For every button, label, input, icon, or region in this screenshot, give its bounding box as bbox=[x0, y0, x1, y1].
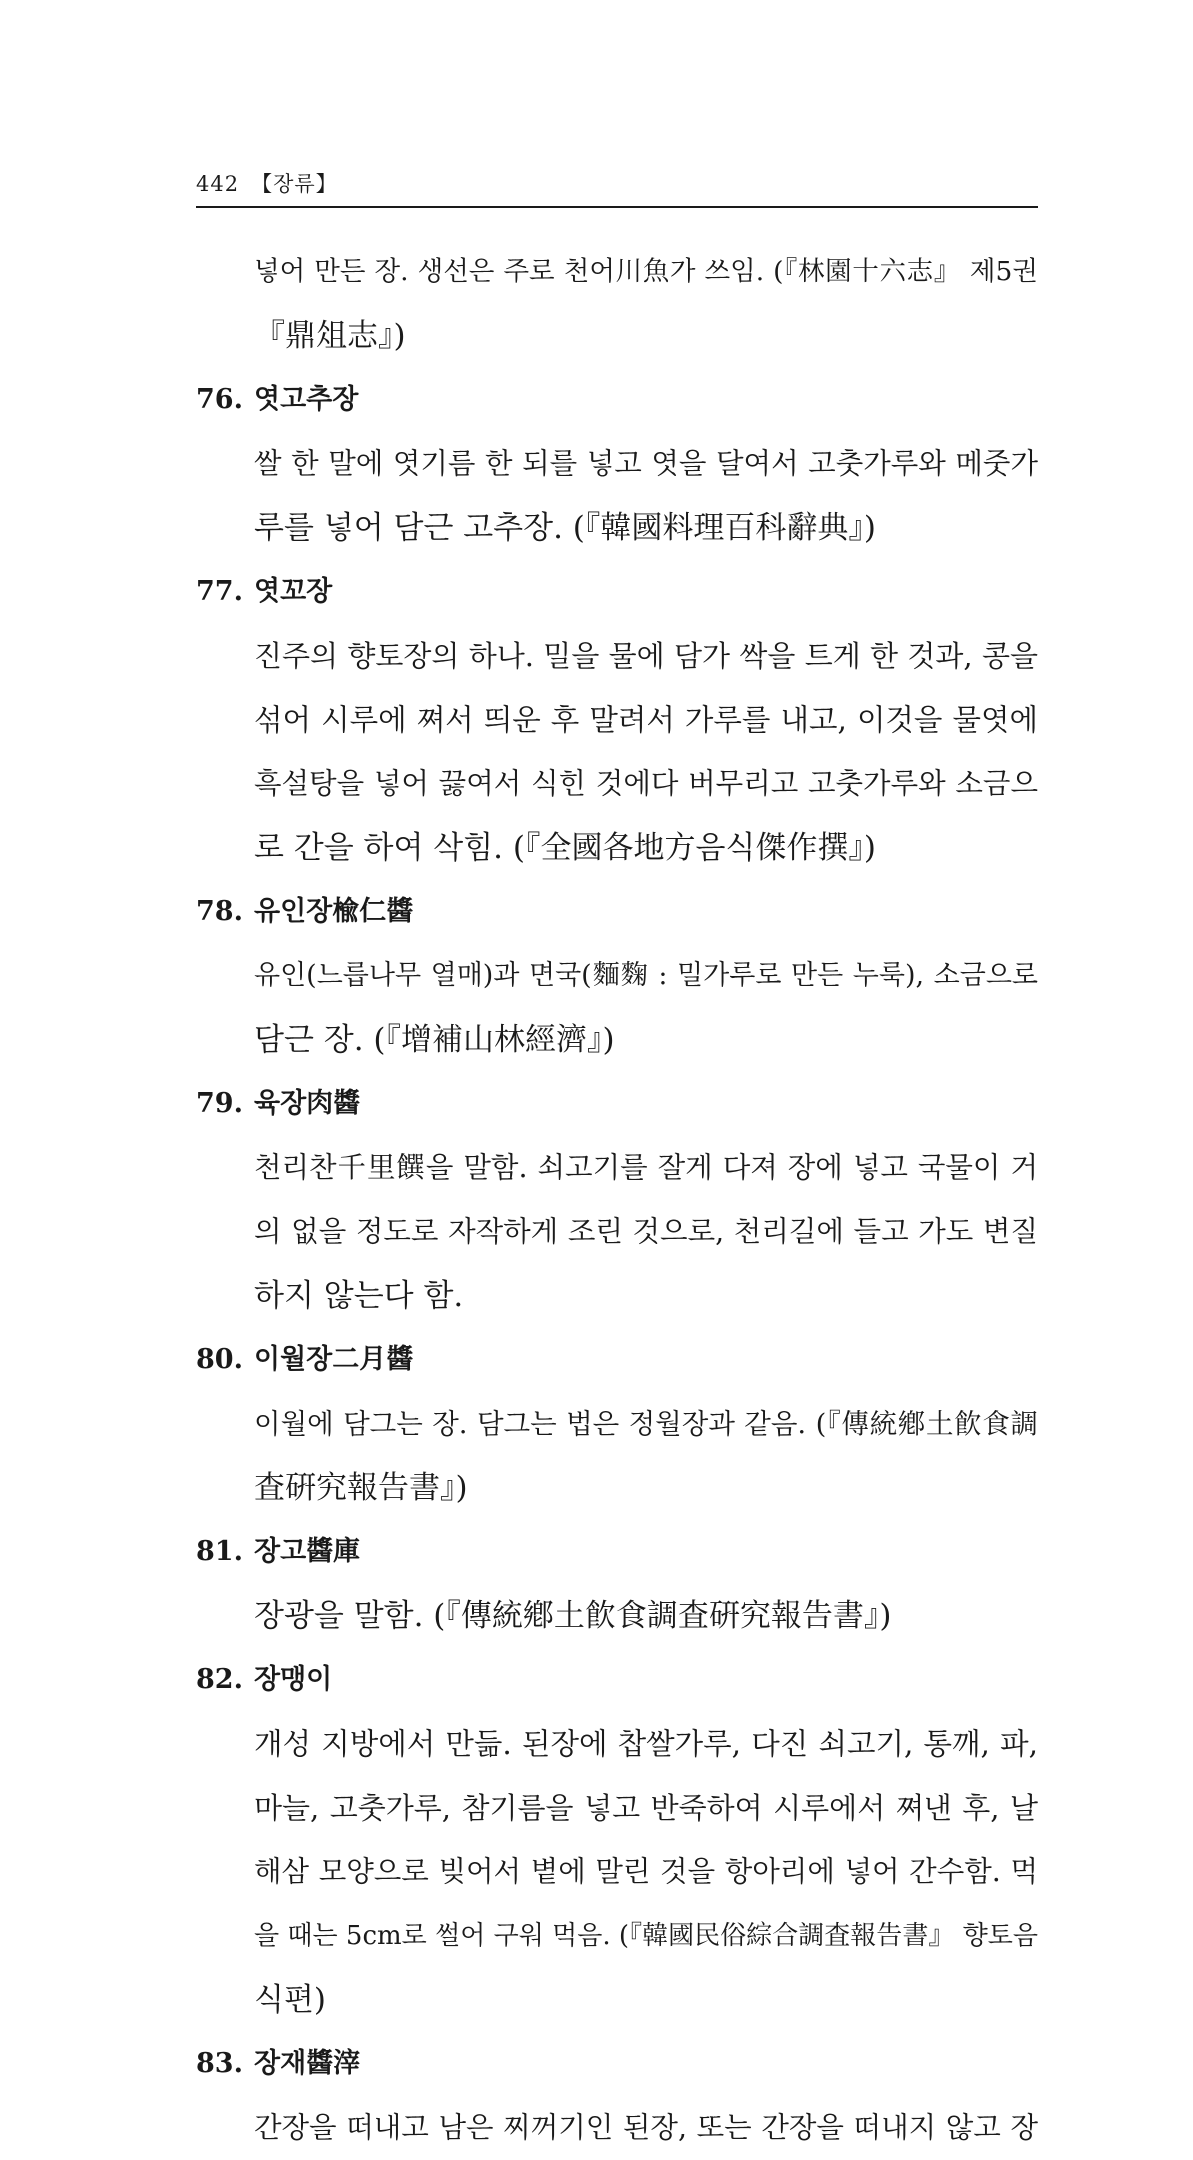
running-head bbox=[196, 170, 338, 198]
body-line: 간장을 떠내고 남은 찌꺼기인 된장, 또는 간장을 떠내지 않고 장 bbox=[254, 2111, 1038, 2144]
entry-body bbox=[196, 624, 1038, 880]
entry-heading bbox=[196, 880, 1038, 944]
body-line: 담근 장. (『增補山林經濟』) bbox=[254, 1022, 615, 1058]
body-line: 『鼎俎志』) bbox=[254, 318, 406, 354]
body-line: 마늘, 고춧가루, 참기름을 넣고 반죽하여 시루에서 쪄낸 후, 날 bbox=[254, 1791, 1038, 1825]
entry-title: 장고醬庫 bbox=[254, 1536, 361, 1567]
continuation-text bbox=[196, 240, 1038, 368]
entry-body bbox=[196, 1712, 1038, 2032]
body-line: 루를 넣어 담근 고추장. (『韓國料理百科辭典』) bbox=[254, 510, 876, 546]
body-line: 넣어 만든 장. 생선은 주로 천어川魚가 쓰임. (『林園十六志』 제5권 bbox=[254, 256, 1038, 287]
body-line: 하지 않는다 함. bbox=[254, 1278, 464, 1314]
page-number: 442 bbox=[196, 172, 240, 196]
entry-number: 82. bbox=[196, 1664, 243, 1695]
entry-79 bbox=[196, 1072, 1038, 1328]
body-line: 이월에 담그는 장. 담그는 법은 정월장과 같음. (『傳統鄕土飮食調 bbox=[254, 1408, 1038, 1440]
body-line: 섞어 시루에 쪄서 띄운 후 말려서 가루를 내고, 이것을 물엿에 bbox=[254, 703, 1038, 737]
entry-77 bbox=[196, 560, 1038, 880]
entry-number: 78. bbox=[196, 896, 243, 927]
entry-body bbox=[196, 2096, 1038, 2160]
entry-heading bbox=[196, 1072, 1038, 1136]
entry-body bbox=[196, 432, 1038, 560]
entry-heading bbox=[196, 2032, 1038, 2096]
entry-83 bbox=[196, 2032, 1038, 2160]
entry-title: 장재醬滓 bbox=[254, 2048, 361, 2079]
entry-body bbox=[196, 944, 1038, 1072]
entry-number: 81. bbox=[196, 1536, 243, 1567]
entry-number: 79. bbox=[196, 1088, 243, 1119]
entry-80 bbox=[196, 1328, 1038, 1520]
entry-title: 엿꼬장 bbox=[254, 576, 333, 607]
body-line: 해삼 모양으로 빚어서 볕에 말린 것을 항아리에 넣어 간수함. 먹 bbox=[254, 1855, 1038, 1888]
body-line: 의 없을 정도로 자작하게 조린 것으로, 천리길에 들고 가도 변질 bbox=[254, 1215, 1038, 1248]
entry-heading bbox=[196, 368, 1038, 432]
entry-title: 유인장楡仁醬 bbox=[254, 896, 414, 927]
entry-number: 83. bbox=[196, 2048, 243, 2079]
entry-heading bbox=[196, 1328, 1038, 1392]
entry-82 bbox=[196, 1648, 1038, 2032]
body-line: 식편) bbox=[254, 1982, 326, 2018]
body-line: 유인(느릅나무 열매)과 면국(麵麴 : 밀가루로 만든 누룩), 소금으로 bbox=[254, 960, 1038, 991]
entry-number: 76. bbox=[196, 384, 243, 415]
entry-body bbox=[196, 1136, 1038, 1328]
entry-number: 80. bbox=[196, 1344, 243, 1375]
body-line: 천리찬千里饌을 말함. 쇠고기를 잘게 다져 장에 넣고 국물이 거 bbox=[254, 1151, 1038, 1184]
entry-body bbox=[196, 1584, 1038, 1648]
entry-heading bbox=[196, 1520, 1038, 1584]
entry-body bbox=[196, 1392, 1038, 1520]
entry-title: 장맹이 bbox=[254, 1664, 333, 1695]
section-title: 【장류】 bbox=[251, 172, 338, 196]
entry-76 bbox=[196, 368, 1038, 560]
body-line: 査硏究報告書』) bbox=[254, 1470, 468, 1506]
entry-title: 엿고추장 bbox=[254, 384, 359, 415]
body-line: 흑설탕을 넣어 끓여서 식힌 것에다 버무리고 고춧가루와 소금으 bbox=[254, 767, 1038, 800]
body-line: 로 간을 하여 삭힘. (『全國各地方음식傑作撰』) bbox=[254, 830, 876, 866]
entry-number: 77. bbox=[196, 576, 243, 607]
entry-heading bbox=[196, 560, 1038, 624]
entry-heading bbox=[196, 1648, 1038, 1712]
entry-81 bbox=[196, 1520, 1038, 1648]
header-rule bbox=[196, 206, 1038, 208]
body-line: 쌀 한 말에 엿기름 한 되를 넣고 엿을 달여서 고춧가루와 메줏가 bbox=[254, 447, 1038, 480]
body-line: 을 때는 5cm로 썰어 구워 먹음. (『韓國民俗綜合調査報告書』 향토음 bbox=[254, 1921, 1038, 1951]
entry-title: 육장肉醬 bbox=[254, 1088, 361, 1119]
entry-title: 이월장二月醬 bbox=[254, 1344, 414, 1375]
body-line: 장광을 말함. (『傳統鄕土飮食調査硏究報告書』) bbox=[254, 1598, 892, 1634]
body-line: 진주의 향토장의 하나. 밀을 물에 담가 싹을 트게 한 것과, 콩을 bbox=[254, 639, 1038, 673]
page-content bbox=[196, 240, 1038, 2160]
body-line: 개성 지방에서 만듦. 된장에 찹쌀가루, 다진 쇠고기, 통깨, 파, bbox=[254, 1727, 1038, 1761]
entry-78 bbox=[196, 880, 1038, 1072]
